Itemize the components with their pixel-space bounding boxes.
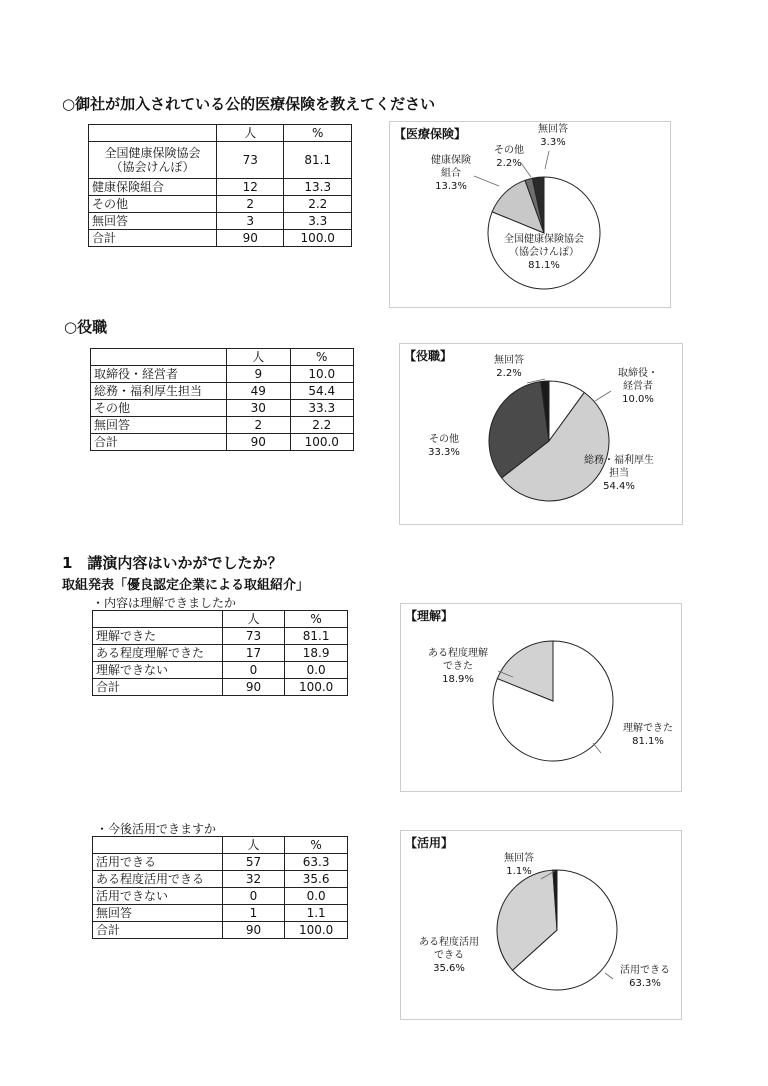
slice-label: 無回答 3.3%: [538, 124, 568, 148]
table-header-row: [93, 611, 348, 628]
table-row: 取締役・経営者 9 10.0: [91, 366, 354, 383]
slice-label: 取締役・経営者 10.0%: [618, 368, 658, 405]
table-row: 無回答 2 2.2: [91, 417, 354, 434]
table-header-row: [89, 125, 352, 142]
chart-title: 【医療保険】: [394, 127, 467, 141]
slice-label: 活用できる 63.3%: [620, 965, 670, 989]
leader-line: [593, 743, 601, 753]
header-percent: %: [285, 611, 348, 628]
header-people: 人: [222, 611, 285, 628]
slice-label: 理解できた 81.1%: [623, 723, 673, 747]
leader-line: [605, 973, 613, 979]
table-row: その他 2 2.2: [89, 196, 352, 213]
slice-label: 健康保険組合 13.3%: [431, 155, 471, 192]
table-row: 全国健康保険協会 （協会けんぽ） 73 81.1: [89, 142, 352, 179]
section-2-heading: ○役職: [64, 318, 108, 336]
header-percent: %: [285, 837, 348, 854]
leader-line: [595, 391, 611, 401]
utilization-pie-chart: [400, 830, 682, 1020]
table-row: その他 30 33.3: [91, 400, 354, 417]
slice-label: 全国健康保険協会（協会けんぽ） 81.1%: [504, 234, 584, 271]
slice-label: その他 33.3%: [428, 434, 460, 458]
table-row: 無回答 1 1.1: [93, 905, 348, 922]
understanding-table: [92, 610, 348, 696]
understanding-pie-chart: [400, 603, 682, 792]
header-people: 人: [222, 837, 285, 854]
table-row: 健康保険組合 12 13.3: [89, 179, 352, 196]
table-row: 活用できない 0 0.0: [93, 888, 348, 905]
table-row: 理解できた 73 81.1: [93, 628, 348, 645]
slice-label: 総務・福利厚生担当 54.4%: [584, 455, 654, 492]
leader-line: [474, 176, 499, 186]
leader-line: [545, 151, 549, 169]
header-people: 人: [216, 125, 284, 142]
position-table: [90, 348, 354, 451]
header-percent: %: [284, 125, 352, 142]
header-people: 人: [227, 349, 290, 366]
position-pie-svg: [400, 344, 682, 524]
table-row-total: 合計 90 100.0: [91, 434, 354, 451]
table-row: 総務・福利厚生担当 49 54.4: [91, 383, 354, 400]
table-row: 活用できる 57 63.3: [93, 854, 348, 871]
table-row: 理解できない 0 0.0: [93, 662, 348, 679]
chart-title: 【活用】: [405, 836, 454, 850]
table-row: ある程度活用できる 32 35.6: [93, 871, 348, 888]
table-row: ある程度理解できた 17 18.9: [93, 645, 348, 662]
table-row-total: 合計 90 100.0: [89, 230, 352, 247]
section-3-heading: 1 講演内容はいかがでしたか？: [62, 554, 283, 572]
header-percent: %: [290, 349, 354, 366]
section-4-question: ・今後活用できますか: [96, 822, 217, 836]
section-3-question: ・内容は理解できましたか: [92, 596, 237, 610]
chart-title: 【理解】: [405, 609, 454, 623]
table-header-row: [93, 837, 348, 854]
utilization-table: [92, 836, 348, 939]
slice-label: 無回答 2.2%: [494, 355, 524, 379]
slice-label: 無回答 1.1%: [504, 853, 534, 877]
table-header-row: [91, 349, 354, 366]
table-row-total: 合計 90 100.0: [93, 679, 348, 696]
insurance-pie-chart: [389, 121, 671, 308]
section-3-subtitle: 取組発表「優良認定企業による取組紹介」: [62, 578, 310, 593]
insurance-table: [88, 124, 352, 247]
slice-label: ある程度理解できた 18.9%: [428, 648, 488, 685]
table-row-total: 合計 90 100.0: [93, 922, 348, 939]
insurance-pie-svg: [390, 122, 670, 307]
utilization-pie-svg: [401, 831, 681, 1019]
section-1-heading: ○御社が加入されている公的医療保険を教えてください: [62, 95, 436, 113]
table-row: 無回答 3 3.3: [89, 213, 352, 230]
chart-title: 【役職】: [404, 349, 453, 363]
slice-label: その他 2.2%: [494, 145, 524, 169]
leader-line: [521, 163, 531, 177]
understanding-pie-svg: [401, 604, 681, 791]
slice-label: ある程度活用できる 35.6%: [419, 937, 479, 974]
position-pie-chart: [399, 343, 683, 525]
